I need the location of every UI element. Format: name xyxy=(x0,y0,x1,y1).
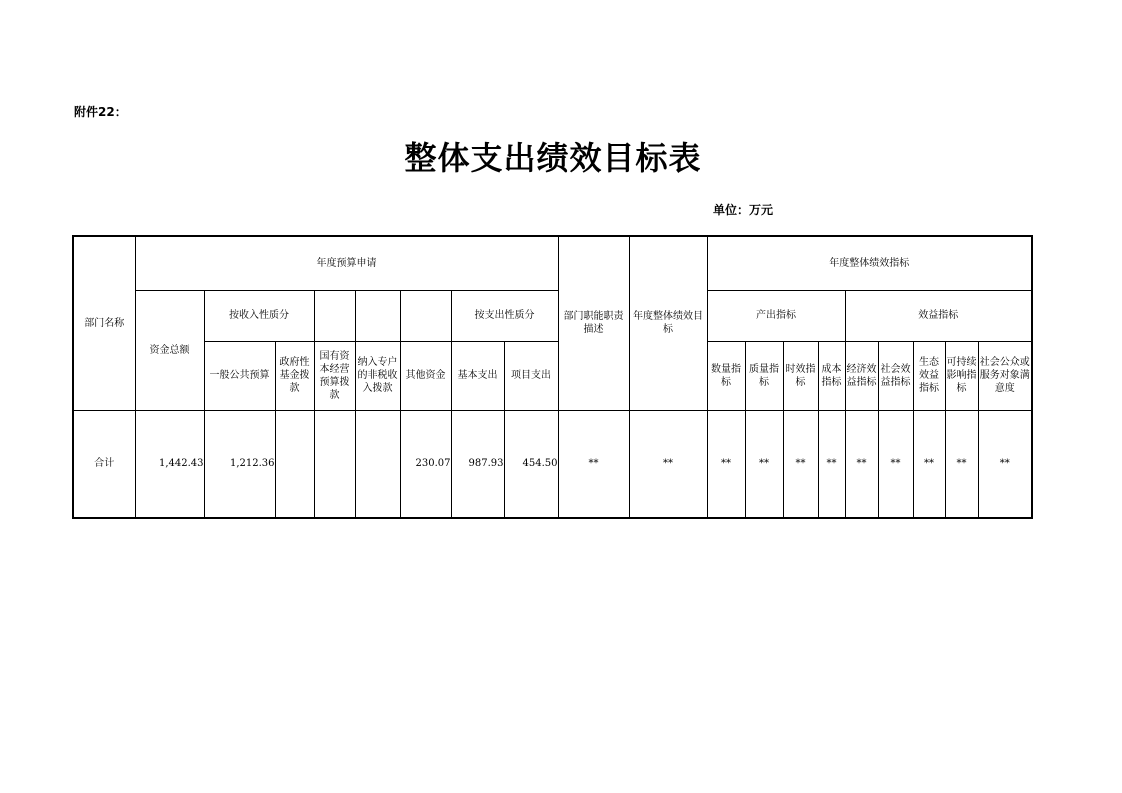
cell-general-budget: 1,212.36 xyxy=(204,410,275,518)
cell-annual-goal: ** xyxy=(629,410,707,518)
header-quality: 质量指标 xyxy=(745,341,783,410)
header-output: 产出指标 xyxy=(707,290,845,341)
cell-dept-duty: ** xyxy=(558,410,629,518)
cell-ecological: ** xyxy=(913,410,945,518)
cell-name: 合计 xyxy=(73,410,135,518)
header-other-funds: 其他资金 xyxy=(400,341,451,410)
header-blank xyxy=(400,290,451,341)
cell-cost: ** xyxy=(818,410,845,518)
header-annual-indicators: 年度整体绩效指标 xyxy=(707,236,1032,290)
header-satisfaction: 社会公众或服务对象满意度 xyxy=(978,341,1032,410)
header-blank xyxy=(355,290,400,341)
header-ecological: 生态效益指标 xyxy=(913,341,945,410)
table-row xyxy=(73,410,1032,518)
header-by-income: 按收入性质分 xyxy=(204,290,314,341)
page-title: 整体支出绩效目标表 xyxy=(404,139,702,177)
header-gov-fund: 政府性基金拨款 xyxy=(275,341,314,410)
cell-state-capital xyxy=(314,410,355,518)
header-blank xyxy=(314,290,355,341)
cell-satisfaction: ** xyxy=(978,410,1032,518)
header-cost: 成本指标 xyxy=(818,341,845,410)
cell-economic: ** xyxy=(845,410,878,518)
cell-total: 1,442.43 xyxy=(135,410,204,518)
cell-quantity: ** xyxy=(707,410,745,518)
header-general-budget: 一般公共预算 xyxy=(204,341,275,410)
cell-other-funds: 230.07 xyxy=(400,410,451,518)
cell-basic-exp: 987.93 xyxy=(451,410,504,518)
header-sustainable: 可持续影响指标 xyxy=(945,341,978,410)
cell-quality: ** xyxy=(745,410,783,518)
header-basic-exp: 基本支出 xyxy=(451,341,504,410)
header-state-capital: 国有资本经营预算拨款 xyxy=(314,341,355,410)
header-annual-goal: 年度整体绩效目标 xyxy=(629,236,707,410)
unit-label: 单位：万元 xyxy=(713,203,774,217)
cell-sustainable: ** xyxy=(945,410,978,518)
header-quantity: 数量指标 xyxy=(707,341,745,410)
cell-social: ** xyxy=(878,410,913,518)
cell-non-tax xyxy=(355,410,400,518)
header-dept-name: 部门名称 xyxy=(73,236,135,410)
header-by-expense: 按支出性质分 xyxy=(451,290,558,341)
header-annual-budget: 年度预算申请 xyxy=(135,236,558,290)
header-dept-duty: 部门职能职责描述 xyxy=(558,236,629,410)
header-total-funds: 资金总额 xyxy=(135,290,204,410)
header-benefit: 效益指标 xyxy=(845,290,1032,341)
header-timeliness: 时效指标 xyxy=(783,341,818,410)
header-project-exp: 项目支出 xyxy=(504,341,558,410)
attachment-label: 附件22： xyxy=(74,105,127,119)
cell-timeliness: ** xyxy=(783,410,818,518)
cell-gov-fund xyxy=(275,410,314,518)
cell-project-exp: 454.50 xyxy=(504,410,558,518)
performance-table xyxy=(72,235,1033,519)
header-non-tax: 纳入专户的非税收入拨款 xyxy=(355,341,400,410)
header-social: 社会效益指标 xyxy=(878,341,913,410)
header-economic: 经济效益指标 xyxy=(845,341,878,410)
